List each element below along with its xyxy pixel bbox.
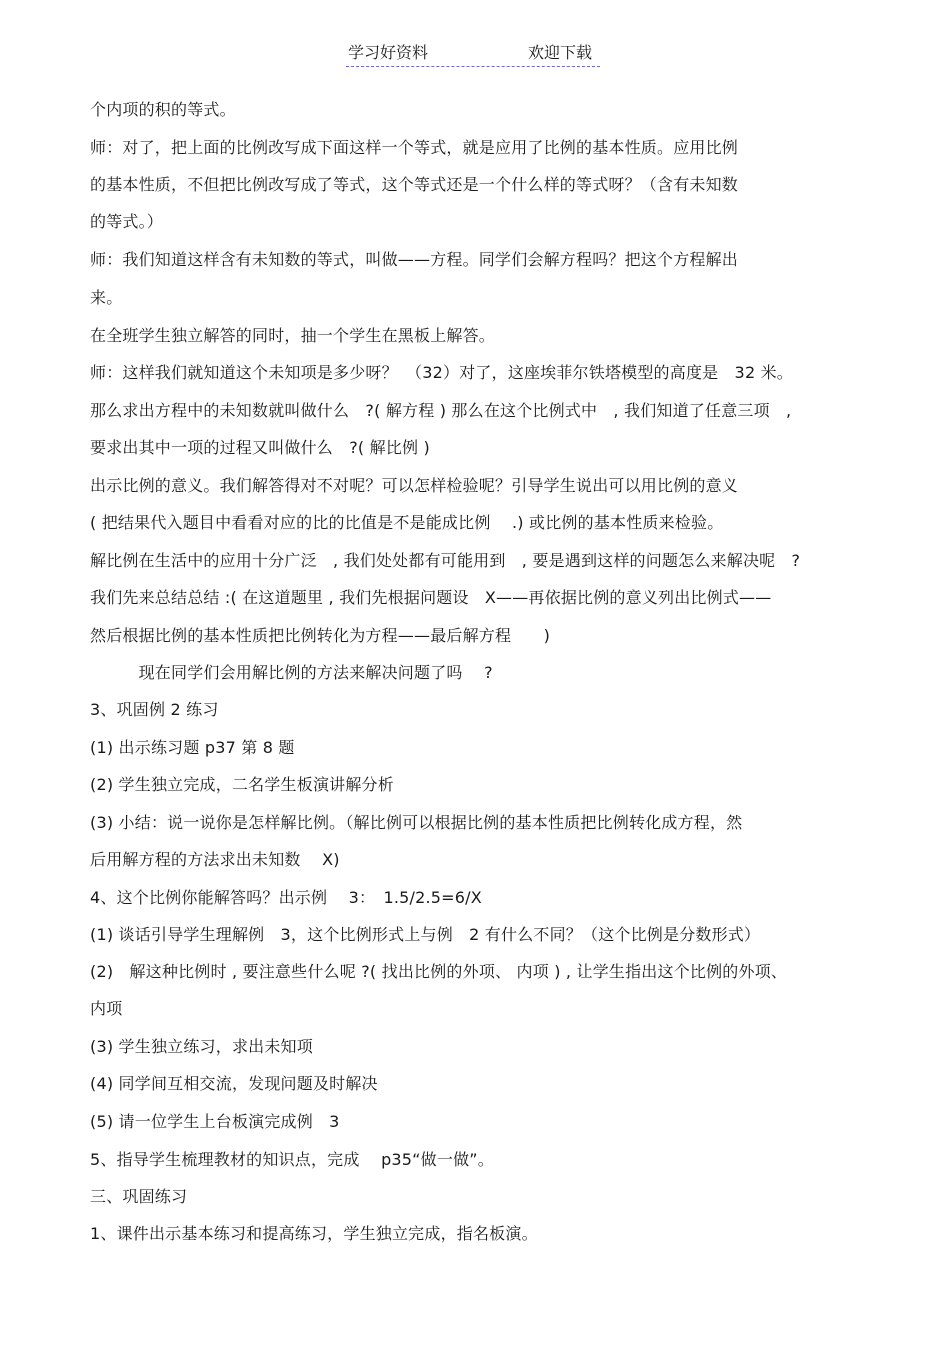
body-line: 的等式。）	[90, 212, 164, 231]
section-heading: 三、巩固练习	[90, 1187, 188, 1206]
body-line: 来。	[90, 288, 123, 307]
page-header	[346, 40, 600, 67]
body-line: 在全班学生独立解答的同时，抽一个学生在黑板上解答。	[90, 326, 496, 345]
body-line: 师：对了，把上面的比例改写成下面这样一个等式，就是应用了比例的基本性质。应用比例	[90, 138, 739, 157]
body-line: 师：这样我们就知道这个未知项是多少呀？ （32）对了，这座埃菲尔铁塔模型的高度是 32 米。	[90, 363, 794, 382]
header-right-text: 欢迎下载	[528, 43, 593, 62]
body-line: (3) 小结：说一说你是怎样解比例。（解比例可以根据比例的基本性质把比例转化成方程，然	[90, 813, 743, 832]
body-line: 内项	[90, 999, 123, 1018]
body-line: 后用解方程的方法求出未知数 X)	[90, 850, 340, 869]
body-line: (1) 出示练习题 p37 第 8 题	[90, 738, 295, 757]
body-line: 要求出其中一项的过程又叫做什么 ?( 解比例 )	[90, 438, 430, 457]
body-line: 现在同学们会用解比例的方法来解决问题了吗 ?	[90, 663, 493, 682]
body-line: 出示比例的意义。我们解答得对不对呢？可以怎样检验呢？引导学生说出可以用比例的意义	[90, 476, 739, 495]
body-line: (4) 同学间互相交流，发现问题及时解决	[90, 1074, 378, 1093]
section-heading: 4、这个比例你能解答吗？出示例 3： 1.5/2.5=6/X	[90, 888, 482, 907]
body-line: 那么求出方程中的未知数就叫做什么 ?( 解方程 ) 那么在这个比例式中 , 我们知道了任意三项 ,	[90, 401, 792, 420]
body-line: 师：我们知道这样含有未知数的等式，叫做——方程。同学们会解方程吗？把这个方程解出	[90, 250, 739, 269]
body-line: (1) 谈话引导学生理解例 3，这个比例形式上与例 2 有什么不同？（这个比例是分数形式）	[90, 925, 761, 944]
body-line: 个内项的积的等式。	[90, 100, 236, 119]
body-line: (3) 学生独立练习，求出未知项	[90, 1037, 313, 1056]
body-line: (2) 解这种比例时 , 要注意些什么呢 ?( 找出比例的外项、 内项 ) , 让学生指出这个比例的外项、	[90, 962, 788, 981]
body-line: 1、课件出示基本练习和提高练习，学生独立完成，指名板演。	[90, 1224, 538, 1243]
body-line: 的基本性质，不但把比例改写成了等式，这个等式还是一个什么样的等式呀？（含有未知数	[90, 175, 739, 194]
header-left-text: 学习好资料	[348, 43, 429, 62]
body-line: (2) 学生独立完成，二名学生板演讲解分析	[90, 775, 394, 794]
body-line: 我们先来总结总结 :( 在这道题里 , 我们先根据问题设 X——再依据比例的意义列出比例式——	[90, 588, 772, 607]
section-heading: 3、巩固例 2 练习	[90, 700, 219, 719]
body-line: 然后根据比例的基本性质把比例转化为方程——最后解方程 )	[90, 626, 551, 645]
body-line: 解比例在生活中的应用十分广泛 , 我们处处都有可能用到 , 要是遇到这样的问题怎么来解决呢 ?	[90, 551, 801, 570]
section-heading: 5、指导学生梳理教材的知识点，完成 p35“做一做”。	[90, 1150, 494, 1169]
body-line: ( 把结果代入题目中看看对应的比的比值是不是能成比例 .) 或比例的基本性质来检验。	[90, 513, 724, 532]
body-line: (5) 请一位学生上台板演完成例 3	[90, 1112, 340, 1131]
